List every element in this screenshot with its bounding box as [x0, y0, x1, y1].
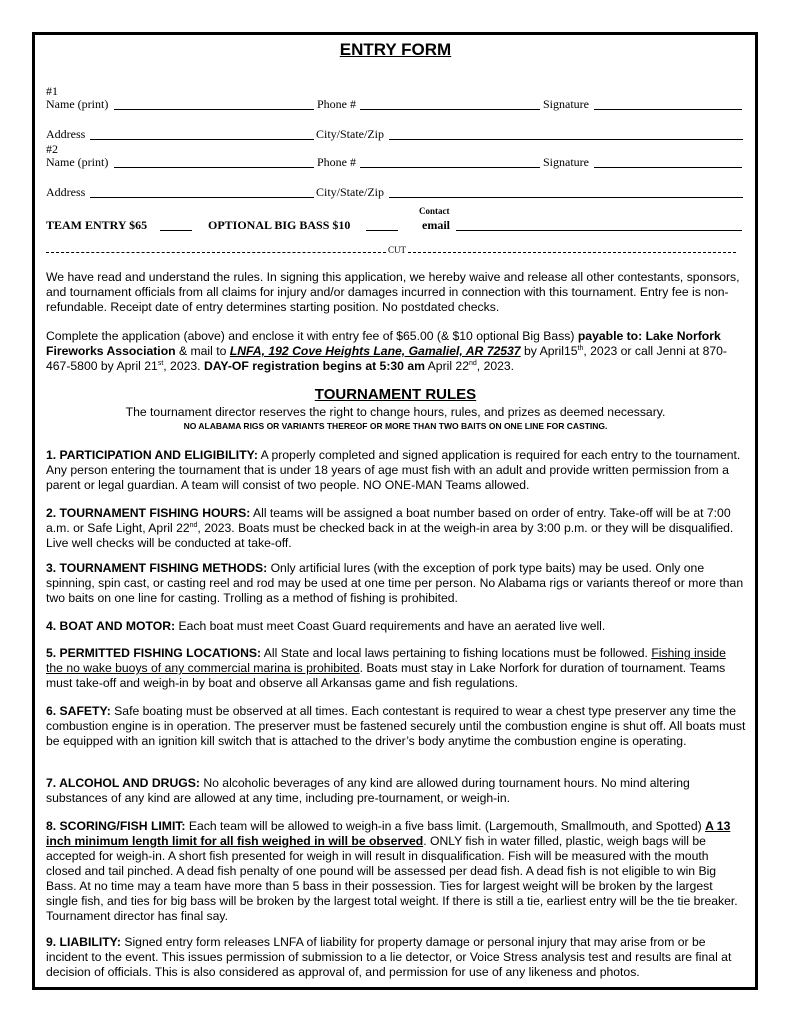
rule-9	[46, 935, 746, 980]
rule-2-text-a: All teams will be assigned a boat number based on order of entry. Take-off will be at 7:00 a.m. or Safe Light, April 22	[46, 506, 731, 535]
entrant-2-citystatezip-label: City/State/Zip	[316, 185, 384, 199]
rule-7	[46, 776, 746, 806]
instructions-part5: , 2023.	[163, 359, 204, 373]
rule-3	[46, 561, 746, 606]
rule-4	[46, 619, 746, 634]
rule-7-heading: 7. ALCOHOL AND DRUGS:	[46, 776, 200, 790]
team-entry-checkbox-line[interactable]	[160, 230, 192, 231]
rule-4-text: Each boat must meet Coast Guard requirements and have an aerated live well.	[175, 619, 606, 633]
rule-5-text-a: All State and local laws pertaining to fishing locations must be followed.	[261, 646, 652, 660]
director-note: The tournament director reserves the right to change hours, rules, and prizes as deemed necessary.	[125, 405, 666, 419]
instructions-part2: & mail to	[175, 344, 230, 358]
entrant-2-citystatezip-field[interactable]	[389, 197, 743, 198]
rule-3-heading: 3. TOURNAMENT FISHING METHODS:	[46, 561, 268, 575]
entrant-1-number: #1	[46, 84, 58, 98]
instructions-part1: Complete the application (above) and enclose it with entry fee of $65.00 (& $10 optional Big Bass)	[46, 329, 578, 343]
rule-9-text: Signed entry form releases LNFA of liability for property damage or personal injury that may arise from or be incident to the event. This issues permission of submission to a lie detector, or Voice Stress analysis test and results are final at decision of officials. This is also considered as approval of, and permission for use of any likeness and photos.	[46, 935, 732, 979]
rule-5-heading: 5. PERMITTED FISHING LOCATIONS:	[46, 646, 262, 660]
rule-3-text: Only artificial lures (with the exception of pork type baits) may be used. Only one spinning, spin cast, or casting reel and rod may be used at one time per person. No Alabama rigs or variants thereof or more than two baits on one line for casting. Trolling as a method of fishing is prohibited.	[46, 561, 744, 605]
contact-email-field[interactable]	[456, 230, 742, 231]
entrant-1-address-label: Address	[46, 127, 86, 141]
rule-6-heading: 6. SAFETY:	[46, 704, 111, 718]
rule-6-text: Safe boating must be observed at all times. Each contestant is required to wear a chest type preserver any time the combustion engine is in operation. The preserver must be fastened securely until the combustion engine is shut off. All boats must be equipped with an ignition kill switch that is attached to the driver’s body anytime the combustion engine is operating.	[46, 704, 746, 748]
dayof-registration: DAY-OF registration begins at 5:30 am	[203, 359, 425, 373]
entrant-2-name-label: Name (print)	[46, 155, 109, 169]
contact-label: Contact	[419, 206, 450, 216]
big-bass-checkbox-line[interactable]	[366, 230, 398, 231]
waiver-text: We have read and understand the rules. In signing this application, we hereby waive and release all other contestants, sponsors, and tournament officials from all claims for injury and/or damages incurred in connection with this tournament. Entry fee is non-refundable. Receipt date of entry determines starting position. No postdated checks.	[46, 270, 740, 314]
rule-8-heading: 8. SCORING/FISH LIMIT:	[46, 819, 186, 833]
entrant-1-citystatezip-field[interactable]	[389, 139, 743, 140]
rule-7-text: No alcoholic beverages of any kind are allowed during tournament hours. No mind altering substances of any kind are allowed at any time, including pre-tournament, or weigh-in.	[46, 776, 690, 805]
form-title: ENTRY FORM	[339, 40, 452, 59]
instructions-part7: , 2023.	[476, 359, 515, 373]
rule-6	[46, 704, 746, 749]
sup-3: nd	[469, 359, 477, 367]
sup-2: st	[157, 359, 164, 367]
entrant-2-address-field[interactable]	[90, 197, 314, 198]
payable-to: payable to: Lake Norfork Fireworks Association	[46, 329, 721, 358]
rule-5	[46, 646, 746, 691]
rule-8-text-b: . ONLY fish in water filled, plastic, weigh bags will be accepted for weigh-in. A short fish presented for weigh in will result in disqualification. Fish will be measured with the mouth closed and tail pinched. A dead fish penalty of one pound will be assessed per dead fish. A dead fish is not eligible to win Big Bass. At no time may a team have more than 5 bass in their possession. Ties for largest weight will be broken by the largest single fish, and ties for big bass will be broken by the largest total weight. If there is still a tie, earliest entry will be the tie breaker. Tournament director has final say.	[46, 834, 738, 923]
sup-1: th	[577, 344, 584, 352]
waiver-paragraph	[46, 270, 746, 315]
rule-1-heading: 1. PARTICIPATION AND ELIGIBILITY:	[46, 448, 258, 462]
rule-2-sup: nd	[189, 521, 198, 529]
rule-8-underlined: A 13 inch minimum length limit for all fish weighed in will be observed	[46, 819, 731, 848]
cut-line	[46, 245, 736, 259]
rule-4-heading: 4. BOAT AND MOTOR:	[46, 619, 176, 633]
cut-label: CUT	[388, 245, 406, 255]
entrant-2-address-label: Address	[46, 185, 86, 199]
rule-8-text-a: Each team will be allowed to weigh-in a five bass limit. (Largemouth, Smallmouth, and Spotted)	[185, 819, 706, 833]
rule-2	[46, 506, 746, 551]
entrant-2-phone-label: Phone #	[317, 155, 356, 169]
entrant-1-phone-label: Phone #	[317, 97, 356, 111]
rule-5-text-b: . Boats must stay in Lake Norfork for duration of tournament. Teams must take-off and weigh-in by boat and observe all Arkansas game and fish regulations.	[46, 661, 726, 690]
rules-title: TOURNAMENT RULES	[314, 386, 477, 403]
rule-1	[46, 448, 746, 493]
entrant-1-address-field[interactable]	[90, 139, 314, 140]
rule-5-underlined: Fishing inside the no wake buoys of any commercial marina is prohibited	[46, 646, 726, 675]
entrant-1-phone-field[interactable]	[360, 109, 540, 110]
instructions-paragraph	[46, 329, 746, 374]
email-label: email	[422, 218, 450, 232]
rule-1-text: A properly completed and signed application is required for each entry to the tournament. Any person entering the tournament that is under 18 years of age must fish with an adult and provide written permission from a parent or legal guardian. A team will consist of two people. NO ONE-MAN Teams allowed.	[46, 448, 741, 492]
entrant-1-name-label: Name (print)	[46, 97, 109, 111]
entrant-2-signature-label: Signature	[543, 155, 589, 169]
entrant-2-name-field[interactable]	[114, 167, 314, 168]
instructions-part3: by April15	[520, 344, 578, 358]
entrant-1-citystatezip-label: City/State/Zip	[316, 127, 384, 141]
rule-2-text-b: , 2023. Boats must be checked back in at the weigh-in area by 3:00 p.m. or they will be disqualified. Live well checks will be conducted at take-off.	[46, 521, 734, 550]
rule-9-heading: 9. LIABILITY:	[46, 935, 121, 949]
entrant-2-number: #2	[46, 142, 58, 156]
entrant-1-name-field[interactable]	[114, 109, 314, 110]
mail-address: LNFA, 192 Cove Heights Lane, Gamaliel, AR 72537	[229, 344, 521, 358]
rule-2-heading: 2. TOURNAMENT FISHING HOURS:	[46, 506, 251, 520]
entrant-1-signature-label: Signature	[543, 97, 589, 111]
rule-8	[46, 819, 746, 924]
big-bass-label: OPTIONAL BIG BASS $10	[208, 218, 351, 232]
instructions-part4: , 2023 or call Jenni at 870-467-5800 by April 21	[46, 344, 727, 373]
entrant-2-signature-field[interactable]	[594, 167, 742, 168]
entrant-1-signature-field[interactable]	[594, 109, 742, 110]
instructions-part6: April 22	[424, 359, 469, 373]
caps-note: NO ALABAMA RIGS OR VARIANTS THEREOF OR MORE THAN TWO BAITS ON ONE LINE FOR CASTING.	[183, 421, 608, 431]
entrant-2-phone-field[interactable]	[360, 167, 540, 168]
team-entry-label: TEAM ENTRY $65	[46, 218, 148, 232]
